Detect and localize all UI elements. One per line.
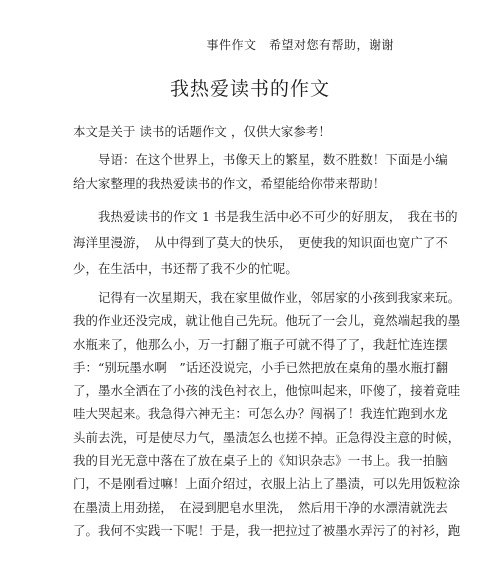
paragraph-line: 少，在生活中，书还帮了我不少的忙呢。 bbox=[73, 261, 298, 276]
paragraph-line: 给大家整理的我热爱读书的作文，希望能给你带来帮助！ bbox=[73, 176, 386, 191]
paragraph-line: 我的目光无意中落在了放在桌子上的《知识杂志》一书上。我一拍脑 bbox=[73, 453, 448, 469]
paragraph-line: 门，不是刚看过嘛！上面介绍过，衣服上沾上了墨渍，可以先用饭粒涂 bbox=[73, 476, 461, 492]
page-title: 我热爱读书的作文 bbox=[169, 78, 330, 100]
header-note: 事件作文 希望对您有帮助，谢谢 bbox=[206, 38, 394, 52]
paragraph-line: 手：“别玩墨水啊 ”话还没说完，小手已然把放在桌角的墨水瓶打翻 bbox=[73, 359, 449, 375]
paragraph-preface bbox=[73, 148, 448, 196]
paragraph-line: 我热爱读书的作文 1 书是我生活中必不可少的好朋友， 我在书的 bbox=[98, 209, 458, 224]
paragraph-line: 头前去洗，可是使尽力气，墨渍怎么也搓不掉。正急得没主意的时候， bbox=[73, 429, 461, 445]
paragraph-essay-1-story bbox=[73, 286, 461, 542]
intro-line: 本文是关于 读书的话题作文 ，仅供大家参考！ bbox=[73, 124, 331, 139]
paragraph-line: 了。我何不实践一下呢！于是，我一把拉过了被墨水弄污了的衬衫，跑 bbox=[73, 522, 461, 538]
paragraph-line: 记得有一次星期天，我在家里做作业，邻居家的小孩到我家来玩。 bbox=[98, 290, 461, 305]
paragraph-line: 哇大哭起来。我急得六神无主：可怎么办？闯祸了！我连忙跑到水龙 bbox=[73, 406, 448, 422]
paragraph-line: 了，墨水全洒在了小孩的浅色衬衣上，他惊叫起来，吓傻了，接着竟哇 bbox=[73, 383, 461, 399]
paragraph-line: 导语：在这个世界上，书像天上的繁星，数不胜数！下面是小编 bbox=[98, 152, 448, 167]
paragraph-essay-1-opening bbox=[73, 204, 458, 282]
paragraph-line: 水瓶来了，他那么小，万一打翻了瓶子可就不得了了，我赶忙连连摆 bbox=[73, 336, 448, 352]
paragraph-line: 海洋里漫游， 从中得到了莫大的快乐， 更使我的知识面也宽广了不 bbox=[73, 235, 448, 250]
paragraph-line: 在墨渍上用劲搓， 在浸到肥皂水里洗， 然后用干净的水漂清就洗去 bbox=[73, 499, 448, 515]
paragraph-line: 我的作业还没完成，就让他自己先玩。他玩了一会儿，竟然端起我的墨 bbox=[73, 313, 461, 329]
